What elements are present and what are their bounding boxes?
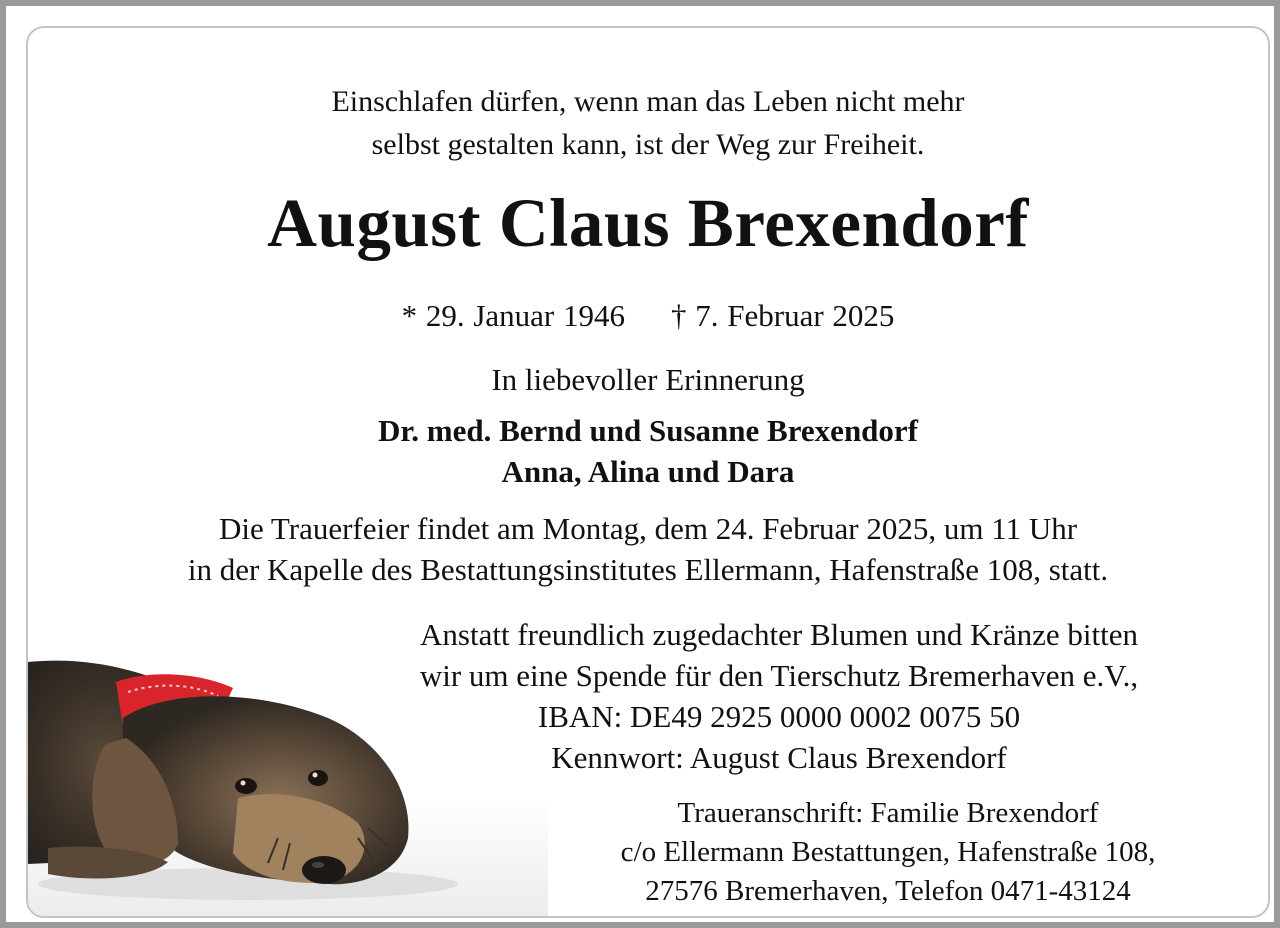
poem-quote <box>28 80 1268 166</box>
address-line: c/o Ellermann Bestattungen, Hafenstraße 108, <box>620 836 1156 868</box>
donation-line: wir um eine Spende für den Tierschutz Bremerhaven e.V., <box>419 658 1139 693</box>
family-line: Dr. med. Bernd und Susanne Brexendorf <box>377 413 919 448</box>
service-line: in der Kapelle des Bestattungsinstitutes Ellermann, Hafenstraße 108, statt. <box>187 552 1109 587</box>
donation-line: Anstatt freundlich zugedachter Blumen und Kränze bitten <box>420 617 1138 652</box>
obituary-card <box>26 26 1270 918</box>
iban-line: IBAN: DE49 2925 0000 0002 0075 50 <box>537 699 1021 734</box>
poem-line: Einschlafen dürfen, wenn man das Leben nicht mehr <box>331 85 965 118</box>
funeral-service-info <box>28 508 1268 590</box>
service-line: Die Trauerfeier findet am Montag, dem 24. Februar 2025, um 11 Uhr <box>218 511 1078 546</box>
memory-line: In liebevoller Erinnerung <box>491 362 805 397</box>
donation-request <box>352 614 1206 778</box>
poem-line: selbst gestalten kann, ist der Weg zur Freiheit. <box>371 128 925 161</box>
family-line: Anna, Alina und Dara <box>501 454 795 489</box>
birth-date: * 29. Januar 1946 <box>401 298 625 333</box>
mourning-address <box>558 794 1218 911</box>
page-background <box>6 6 1274 922</box>
deceased-name: August Claus Brexendorf <box>267 185 1029 261</box>
life-dates <box>28 298 1268 334</box>
address-line: Traueranschrift: Familie Brexendorf <box>677 797 1099 829</box>
keyword-line: Kennwort: August Claus Brexendorf <box>551 740 1007 775</box>
death-date: † 7. Februar 2025 <box>671 298 895 333</box>
family-names <box>28 410 1268 492</box>
address-line: 27576 Bremerhaven, Telefon 0471-43124 <box>645 875 1131 907</box>
